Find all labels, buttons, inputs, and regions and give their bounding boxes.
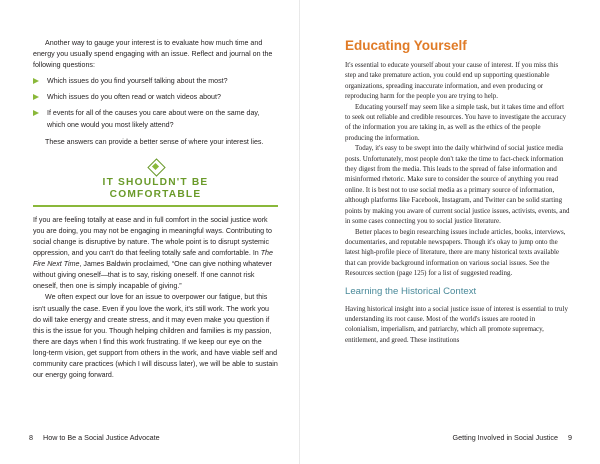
bullet-text: If events for all of the causes you care about were on the same day, which one would you most likely attend? [47, 109, 260, 129]
callout-title-line2: COMFORTABLE [109, 188, 202, 200]
callout-p1-after: , James Baldwin proclaimed, “One can give nothing whatever without giving oneself—that is to say, risking oneself. If one cannot risk oneself, then one is simply incapable of giving.” [33, 260, 272, 291]
left-text-column [33, 38, 278, 381]
list-item [33, 76, 278, 87]
page-number: 8 [29, 433, 33, 442]
triangle-bullet-icon [33, 110, 39, 116]
book-title: The Fire Next Time [33, 249, 273, 269]
callout-divider [33, 205, 278, 207]
intro-paragraph: Another way to gauge your interest is to evaluate how much time and energy you usually spend engaging with an issue. Reflect and journal on the following questions: [33, 39, 273, 70]
section-heading: Educating Yourself [345, 38, 467, 53]
diamond-icon [147, 158, 165, 176]
body-paragraph: Better places to begin researching issues include articles, books, interviews, documentaries, and reputable newspapers. Though it's okay to jump onto the latest high-profile piece of literature, there are many historical texts available that can provide background information on various social issues. See the Resources section (page 125) for a list of suggested reading. [345, 227, 566, 278]
triangle-bullet-icon [33, 78, 39, 84]
body-paragraph: Having historical insight into a social justice issue of interest is essential to truly understanding its root cause. Most of the world's issues are rooted in colonialism, imperialism, and patriarchy, which all promote supremacy, entitlement, and greed. These institutions [345, 304, 568, 344]
body-paragraph: Educating yourself may seem like a simple task, but it takes time and effort to seek out reliable and credible resources. You have to investigate the accuracy of the information you are taking in, as well as the ethics of the people producing the information. [345, 102, 567, 142]
callout-paragraph-1 [33, 215, 278, 293]
callout-header [33, 158, 278, 207]
bullet-text: Which issues do you find yourself talking about the most? [47, 77, 228, 86]
summary-paragraph: These answers can provide a better sense of where your interest lies. [45, 137, 264, 146]
running-title: Getting Involved in Social Justice [452, 433, 558, 442]
list-item [33, 92, 278, 103]
callout-p1-before: If you are feeling totally at ease and in full comfort in the social justice work you are doing, you may not be engaging in meaningful ways. Contributing to social change is disruptive by nature. The whole point is to disrupt systemic oppression, and you can't do that feeling totally safe and comfortable. In [33, 215, 272, 258]
question-list [33, 76, 278, 130]
bullet-text: Which issues do you often read or watch videos about? [47, 93, 221, 102]
right-text-column [345, 38, 570, 345]
left-footer [29, 433, 160, 442]
right-footer [453, 433, 572, 442]
triangle-bullet-icon [33, 94, 39, 100]
subsection-heading: Learning the Historical Context [345, 285, 477, 297]
body-paragraph: Today, it's easy to be swept into the daily whirlwind of social justice media posts. Unfortunately, most people don't take the time to fact-check information they digest from the media. This leads to the spread of false information and misinformed rhetoric. Make sure to consider the source of anything you read online. It is best not to use social media as a primary source of information, although platforms like Facebook, Instagram, and Twitter can be solid starting points by making you aware of current social justice issues, activists, events, and in some cases connecting you to social justice literature. [345, 144, 570, 226]
page-number: 9 [568, 433, 572, 442]
callout-paragraph-2: We often expect our love for an issue to overpower our fatigue, but this isn't usually the case. Even if you love the work, it's still work. The work you do will take energy and create stress, and it may even make you question if this is the issue for you. Though helping children and families is my passion, there are days when I find this work frustrating. If we keep our eye on the long-term vision, get support from others in the work, and have viable self and community care practices (which I will discuss later), we will be able to sustain our energy going forward. [33, 293, 278, 380]
body-paragraph: It's essential to educate yourself about your cause of interest. If you miss this step and take premature action, you could end up supporting questionable organizations, spreading inaccurate information, and even producing or reproducing harm for the people you are trying to help. [345, 61, 559, 101]
callout-title-line1: IT SHOULDN'T BE [102, 176, 209, 188]
running-title: How to Be a Social Justice Advocate [43, 433, 160, 442]
list-item [33, 108, 278, 130]
